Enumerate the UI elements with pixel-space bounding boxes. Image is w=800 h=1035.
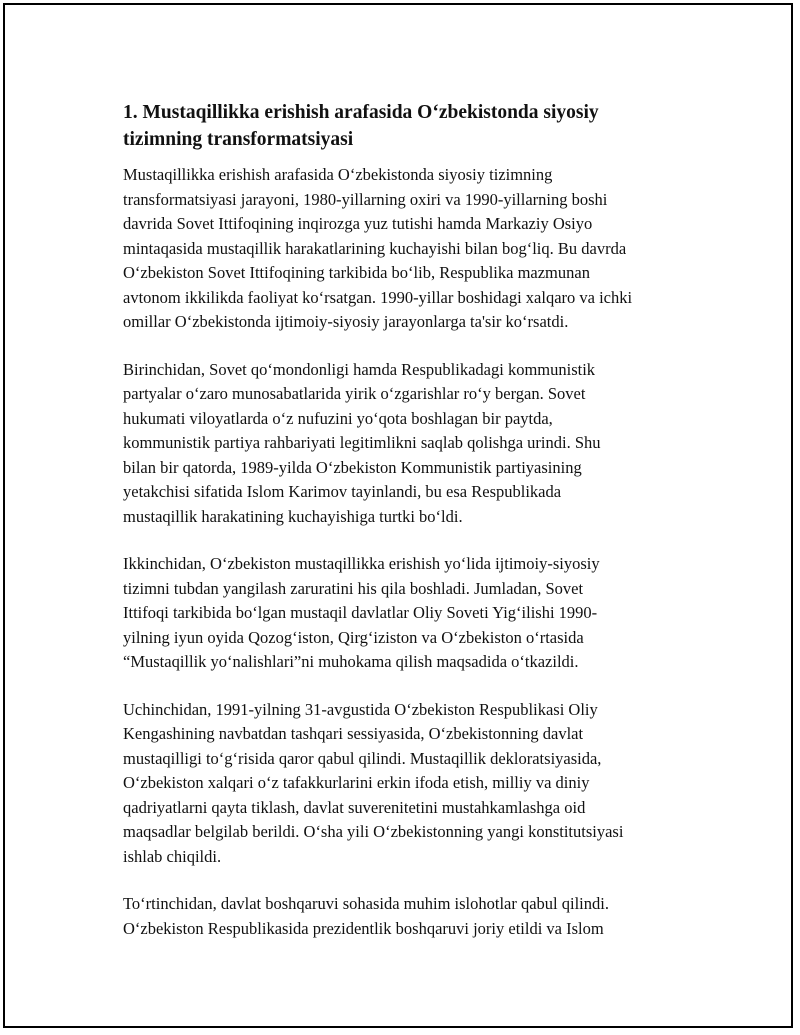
text-line: O‘zbekiston xalqari o‘z tafakkurlarini erkin ifoda etish, milliy va diniy xyxy=(123,773,590,792)
text-line: qadriyatlarni qayta tiklash, davlat suverenitetini mustahkamlashga oid xyxy=(123,797,586,817)
text-line: To‘rtinchidan, davlat boshqaruvi sohasida muhim islohotlar qabul qilindi. xyxy=(123,894,609,913)
text-line: omillar O‘zbekistonda ijtimoiy-siyosiy jarayonlarga ta'sir ko‘rsatdi. xyxy=(123,312,569,331)
text-line: ishlab chiqildi. xyxy=(123,846,222,866)
text-line: O‘zbekiston Sovet Ittifoqining tarkibida bo‘lib, Respublika mazmunan xyxy=(123,263,590,282)
text-line: yilning iyun oyida Qozog‘iston, Qirg‘iziston va O‘zbekiston o‘rtasida xyxy=(123,627,584,647)
paragraph-intro xyxy=(123,163,703,335)
text-line: Birinchidan, Sovet qo‘mondonligi hamda Respublikadagi kommunistik xyxy=(123,359,596,379)
text-line: tizimni tubdan yangilash zaruratini his qila boshladi. Jumladan, Sovet xyxy=(123,578,584,598)
text-line: Ittifoqi tarkibida bo‘lgan mustaqil davlatlar Oliy Soveti Yig‘ilishi 1990- xyxy=(123,603,598,622)
section-heading xyxy=(123,99,703,153)
text-line: “Mustaqillik yo‘nalishlari”ni muhokama qilish maqsadida o‘tkazildi. xyxy=(123,652,579,671)
text-line: bilan bir qatorda, 1989-yilda O‘zbekiston Kommunistik partiyasining xyxy=(123,457,582,477)
text-line: partyalar o‘zaro munosabatlarida yirik o‘zgarishlar ro‘y bergan. Sovet xyxy=(123,384,586,403)
paragraph-second xyxy=(123,552,703,675)
text-line: hukumati viloyatlarda o‘z nufuzini yo‘qota boshlagan bir paytda, xyxy=(123,408,553,428)
text-line: avtonom ikkilikda faoliyat ko‘rsatgan. 1990-yillar boshidagi xalqaro va ichki xyxy=(123,287,633,307)
text-line: mustaqilligi to‘g‘risida qaror qabul qilindi. Mustaqillik dekloratsiyasida, xyxy=(123,748,602,768)
paragraph-fourth xyxy=(123,892,703,941)
text-line: Mustaqillikka erishish arafasida O‘zbekistonda siyosiy tizimning xyxy=(123,165,553,184)
text-line: maqsadlar belgilab berildi. O‘sha yili O‘zbekistonning yangi konstitutsiyasi xyxy=(123,822,624,841)
text-line: kommunistik partiya rahbariyati legitimlikni saqlab qolishga urindi. Shu xyxy=(123,433,601,452)
text-line: mustaqillik harakatining kuchayishiga turtki bo‘ldi. xyxy=(123,506,463,526)
document-body xyxy=(123,99,703,964)
text-line: davrida Sovet Ittifoqining inqirozga yuz tutishi hamda Markaziy Osiyo xyxy=(123,214,593,233)
text-line: yetakchisi sifatida Islom Karimov tayinlandi, bu esa Respublikada xyxy=(123,482,562,501)
text-line: Kengashining navbatdan tashqari sessiyasida, O‘zbekistonning davlat xyxy=(123,724,584,743)
paragraph-third xyxy=(123,698,703,870)
page-frame xyxy=(3,3,793,1028)
text-line: O‘zbekiston Respublikasida prezidentlik boshqaruvi joriy etildi va Islom xyxy=(123,918,604,938)
text-line: Ikkinchidan, O‘zbekiston mustaqillikka erishish yo‘lida ijtimoiy-siyosiy xyxy=(123,554,600,573)
text-line: Uchinchidan, 1991-yilning 31-avgustida O‘zbekiston Respublikasi Oliy xyxy=(123,699,598,719)
text-line: transformatsiyasi jarayoni, 1980-yillarning oxiri va 1990-yillarning boshi xyxy=(123,189,608,209)
heading-line: tizimning transformatsiyasi xyxy=(123,129,354,150)
heading-line: 1. Mustaqillikka erishish arafasida O‘zbekistonda siyosiy xyxy=(123,102,599,123)
paragraph-first xyxy=(123,358,703,530)
text-line: mintaqasida mustaqillik harakatlarining kuchayishi bilan bog‘liq. Bu davrda xyxy=(123,238,627,258)
